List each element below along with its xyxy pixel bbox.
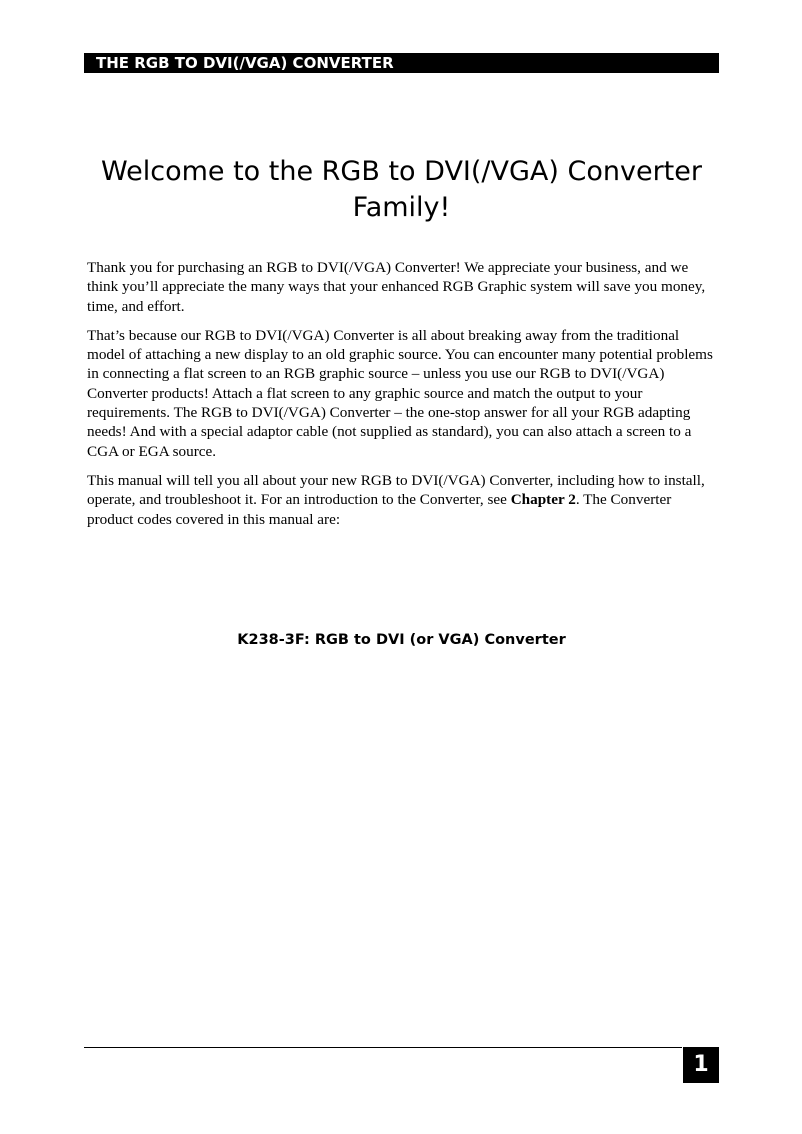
footer-divider	[84, 1047, 682, 1048]
intro-paragraph: Thank you for purchasing an RGB to DVI(/VGA) Converter! We appreciate your business, and we think you’ll appreciate the many ways that your enhanced RGB Graphic system will save you money, time, and effort.	[87, 259, 706, 315]
benefits-paragraph: That’s because our RGB to DVI(/VGA) Converter is all about breaking away from the traditional model of attaching a new display to an old graphic source. You can encounter many potential problems in connecting a flat screen to an RGB graphic source – unless you use our RGB to DVI(/VGA) Converter products! Attach a flat screen to any graphic source and match the output to your requirements. The RGB to DVI(/VGA) Converter – the one-stop answer for all your RGB adapting needs! And with a special adaptor cable (not supplied as standard), you can also attach a screen to a CGA or EGA source.	[87, 326, 713, 460]
page-number: 1	[683, 1047, 719, 1083]
product-code: K238-3F: RGB to DVI (or VGA) Converter	[237, 632, 566, 648]
overview-text: This manual will tell you all about your new RGB to DVI(/VGA) Converter, including how to install, operate, and troubleshoot it. For an introduction to the Converter, see	[87, 471, 705, 509]
chapter-reference: Chapter 2	[510, 491, 576, 509]
running-header-title: THE RGB TO DVI(/VGA) CONVERTER	[96, 54, 394, 72]
overview-text-end: . The Converter product codes covered in this manual are:	[87, 491, 672, 528]
running-header	[84, 53, 719, 73]
manual-overview-paragraph	[87, 471, 719, 529]
body-text	[87, 258, 719, 539]
page-title: Welcome to the RGB to DVI(/VGA) Converter Family!	[101, 156, 702, 223]
